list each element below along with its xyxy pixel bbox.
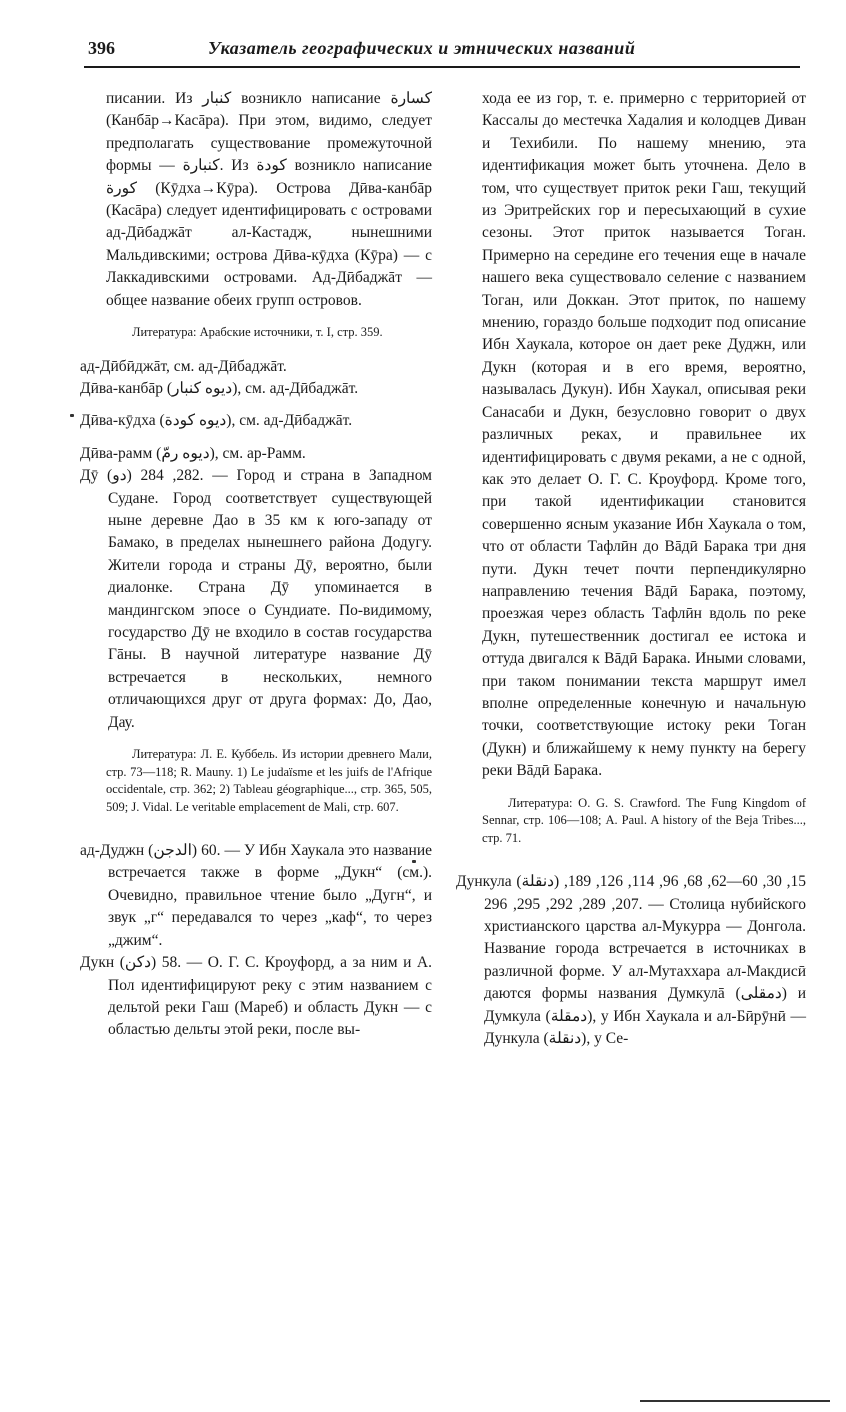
right-literature-note: Литература: O. G. S. Crawford. The Fung Kingdom of Sennar, стр. 106—108; A. Paul. A history of the Beja Tribes..., стр. 71. bbox=[482, 795, 806, 845]
entry-dunkula: Дункула (دنقلة) 15, 30, 60—62, 68, 96, 114, 126, 189, 207, 289, 292, 295, 296. — Столица нубийского христианского царства ал-Мукурра — Донгола. Название города встречается в источниках в различной форме. У ал-Мутаххара ал-Макдисӣ даются формы названия Думкулā (دمقلى) и Думкула (دمقلة), у Ибн Хаукала и ал-Бӣрӯнӣ — Дункула (دنقلة), у Се- bbox=[456, 873, 807, 1047]
bottom-rule bbox=[640, 1400, 830, 1402]
left-continuation-paragraph: писании. Из كنبار возникло написание كسارة (Канбāр→Касāра). При этом, видимо, следует предполагать существование промежуточной формы — كنبارة. Из كودة возникло написание كورة (Кӯдха→Кӯра). Острова Дӣва-канбāр (Касāра) следует идентифицировать с островами ад-Дӣбаджāт ал-Кастадж, нынешними Мальдивскими; острова Дӣва-кӯдха (Кӯра) — с Лаккадивскими островами. Ад-Дӣбаджāт — общее название обеих групп островов. bbox=[106, 90, 433, 309]
left-column bbox=[80, 88, 432, 1042]
entry-ad-dibidjat: ад-Дӣбӣджāт, см. ад-Дӣбаджāт. bbox=[80, 357, 287, 375]
print-speck bbox=[412, 860, 416, 863]
left-literature-note-2: Литература: Л. Е. Куббель. Из истории древнего Мали, стр. 73—118; R. Mauny. 1) Le judaïsme et les juifs de l'Afrique occidentale, стр. 362; 2) Tableau géographique..., стр. 365, 505, 509; J. Vidal. Le veritable emplacement de Mali, стр. 607. bbox=[106, 747, 432, 814]
running-title: Указатель географических и этнических названий bbox=[208, 38, 636, 58]
print-speck bbox=[70, 414, 74, 417]
entry-diva-kanbar: Дӣва-канбāр (ديوه كنبار), см. ад-Дӣбаджāт. bbox=[80, 379, 359, 397]
entry-diva-ramm: Дӣва-рамм (ديوه رمّ), см. ар-Рамм. bbox=[80, 444, 306, 462]
page-number: 396 bbox=[88, 38, 115, 58]
entry-dukn: Дукн (دكن) 58. — О. Г. С. Кроуфорд, а за ним и А. Пол идентифицируют реку с этим названием с дельтой реки Гаш (Мареб) и область Дукн — с областью дельты этой реки, после вы- bbox=[80, 954, 432, 1039]
entry-ad-dudjn: ад-Дуджн (الدجن) 60. — У Ибн Хаукала это название встречается также в форме „Дукн“ (см.). Очевидно, правильное чтение было „Дугн“, и звук „г“ передавался то через „каф“, то через „джим“. bbox=[80, 842, 433, 949]
right-column bbox=[456, 88, 806, 1050]
right-continuation-paragraph: хода ее из гор, т. е. примерно с территорией от Кассалы до местечка Хадалия и колодцев Диван и Техибили. По нашему мнению, эта идентификация может быть уточнена. Дело в том, что существует приток реки Гаш, текущий из Эритрейских гор и пересыхающий в сухие сезоны. Этот приток называется Тоган. Примерно на середине его течения еще в начале нашего века существовало селение с названием Тоган, или Доккан. Этот приток, по нашему мнению, гораздо больше подходит под описание Ибн Хаукала, которое он дает реке Дуджн, или Дукн (которая и в его время, вероятно, называлась Дукун). Ибн Хаукал, описывая реки Санасаби и Дукн, безусловно говорит о двух различных реках, и правильнее их идентифицировать с двумя реками, а не с одной, как это делает О. Г. С. Кроуфорд. Кроме того, при такой идентификации становится совершенно ясным указание Ибн Хаукала о том, что от области Тафлӣн до Вāдӣ Барака три дня пути. Дукн течет почти перпендикулярно направлению течения Вāдӣ Барака, поэтому, проезжая через область Тафлӣн вдоль по реке Дукн, путешественник достигал ее истока и оттуда двигался к Вāдӣ Барака. Иными словами, при таком понимании текста маршрут имел вполне определенные конечную и начальную точки, соответствующие истоку реки Тоган (Дукн) и ближайшему к нему пункту на берегу реки Вāдӣ Барака. bbox=[482, 90, 806, 780]
entry-du: Дӯ (دو) 282, 284. — Город и страна в Западном Судане. Город соответствует существующей ныне деревне Дао в 35 км к юго-западу от Бамако, в пределах нынешнего района Додугу. Жители города и страны Дӯ, вероятно, были диалонке. Страна Дӯ упоминается в мандингском эпосе о Сундиате. По-видимому, государство Дӯ не входило в состав государства Гāны. В научной литературе название Дӯ встречается в нескольких, немного отличающихся друг от друга формах: До, Дао, Дау. bbox=[80, 467, 432, 731]
left-literature-note-1: Литература: Арабские источники, т. I, стр. 359. bbox=[132, 325, 383, 340]
header-rule bbox=[84, 66, 800, 68]
entry-diva-kudha: Дӣва-кӯдха (ديوه كودة), см. ад-Дӣбаджāт. bbox=[80, 412, 353, 430]
